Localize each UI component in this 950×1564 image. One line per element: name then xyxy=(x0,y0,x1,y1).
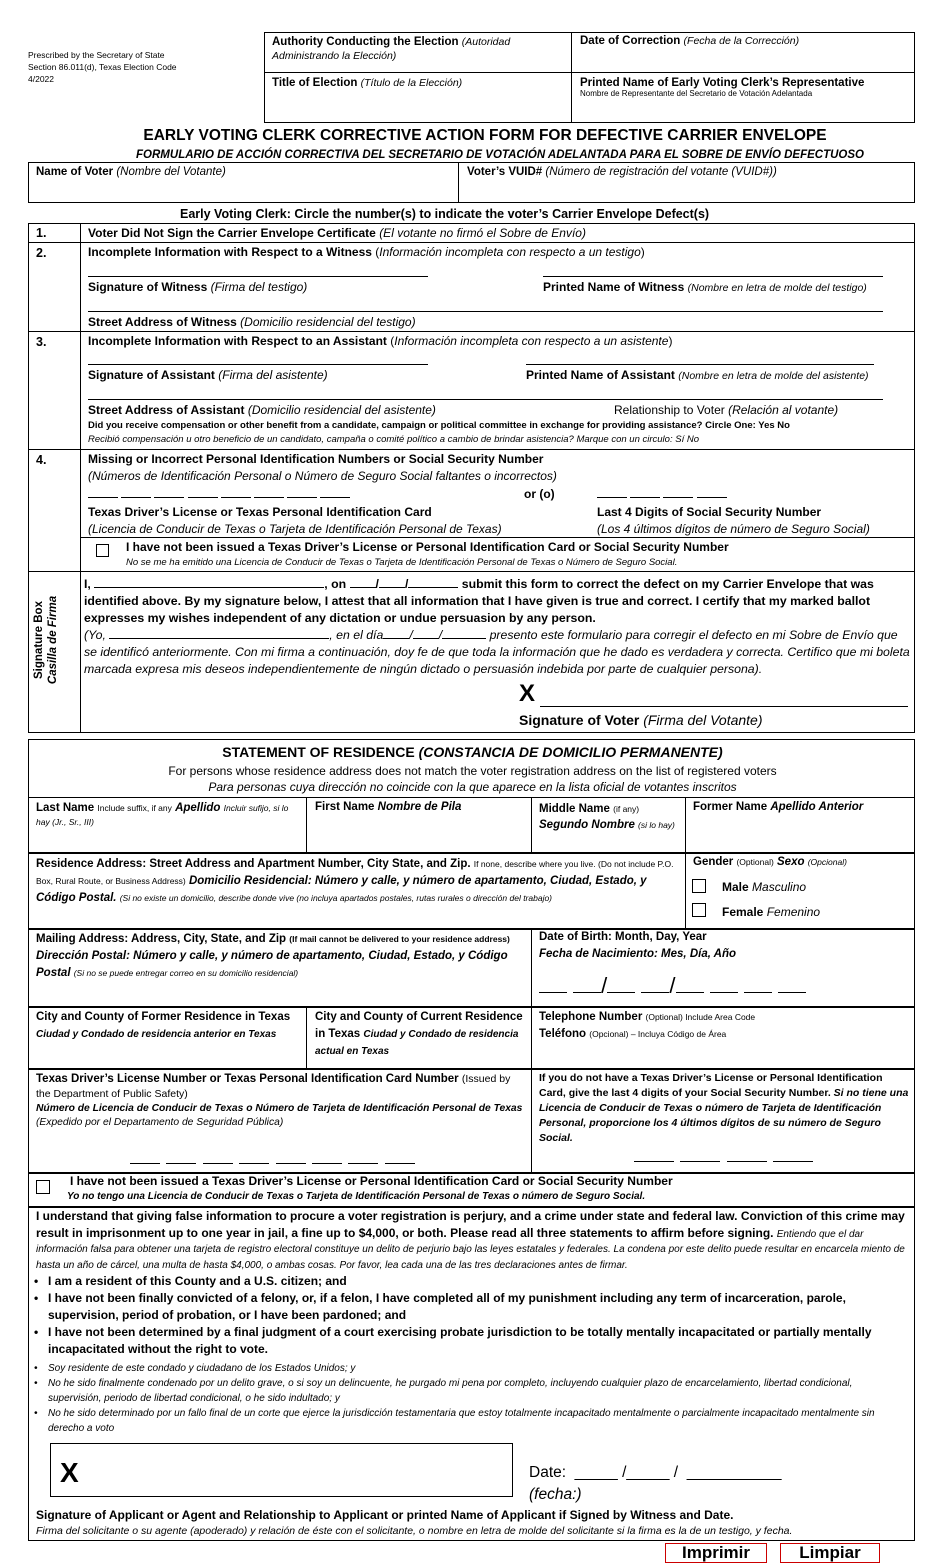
defect-1-text: Voter Did Not Sign the Carrier Envelope Certificate (El votante no firmó el Sobre de Envío) xyxy=(88,226,586,240)
affirmation-item: • I have not been determined by a final judgment of a court exercising probate jurisdiction to be totally mentally incapacitated or partially mentally incapacitated without the right to vote. xyxy=(22,1324,908,1358)
residence-not-issued-label-es: Yo no tengo una Licencia de Conducir de Texas o Tarjeta de Identificación Personal de Texas o número de Seguro Social. xyxy=(67,1191,646,1202)
ssn-label-es: (Los 4 últimos dígitos de número de Seguro Social) xyxy=(597,522,870,536)
affirmation-item-es: • Soy residente de este condado y ciudadano de los Estados Unidos; y xyxy=(22,1361,908,1376)
witness-address-field[interactable]: Street Address of Witness (Domicilio residencial del testigo) xyxy=(88,315,416,329)
phone-field[interactable]: Telephone Number (Optional) Include Area Code Teléfono (Opcional) – Incluya Código de Área xyxy=(539,1011,756,1040)
assistant-address-field[interactable]: Street Address of Assistant (Domicilio residencial del asistente) xyxy=(88,403,436,417)
affirmation-item: • I have not been finally convicted of a felony, or, if a felon, I have completed all of my punishment including any term of incarceration, parole, supervision, period of probation, or I have been pardoned; and xyxy=(22,1290,908,1324)
applicant-signature-label-es: Firma del solicitante o su agente (apoderado) y relación de éste con el solicitante, o nombre en letra de molde del solicitante si la firma es la de un testigo, y fecha. xyxy=(36,1525,793,1537)
applicant-signature-box[interactable] xyxy=(50,1443,513,1497)
assistant-relationship-field[interactable]: Relationship to Voter (Relación al votante) xyxy=(614,403,839,417)
residence-subtitle: For persons whose residence address does not match the voter registration address on the list of registered voters xyxy=(168,764,777,778)
signature-box-label: Signature Box Casilla de Firma xyxy=(33,595,59,685)
middle-name-field[interactable]: Middle Name (if any) Segundo Nombre (si lo hay) xyxy=(539,803,675,831)
defect-4-text-es: (Números de Identificación Personal o Número de Seguro Social faltantes o incorrectos) xyxy=(88,469,557,483)
affirmation-item-es: • No he sido determinado por un fallo final de un corte que ejerce la jurisdicción testamentaria que estoy totalmente incapacitado mentalmente o parcialmente incapacitado mentalmente sin derecho a voto xyxy=(22,1406,908,1436)
witness-name-field[interactable]: Printed Name of Witness (Nombre en letra de molde del testigo) xyxy=(543,280,867,294)
compensation-question[interactable]: Did you receive compensation or other benefit from a candidate, campaign or political committee in exchange for providing assistance? Circle One: Yes No xyxy=(88,420,790,431)
voter-name-field[interactable]: Name of Voter (Nombre del Votante) xyxy=(36,166,226,178)
form-title: EARLY VOTING CLERK CORRECTIVE ACTION FORM FOR DEFECTIVE CARRIER ENVELOPE xyxy=(143,127,827,144)
election-title-field[interactable]: Title of Election (Título de la Elección) xyxy=(272,77,463,89)
witness-signature-field[interactable]: Signature of Witness (Firma del testigo) xyxy=(88,280,308,294)
defect-2-text: Incomplete Information with Respect to a Witness (Información incompleta con respecto a un testigo) xyxy=(88,245,645,259)
gender-male-checkbox[interactable] xyxy=(692,879,706,893)
not-issued-label: I have not been issued a Texas Driver’s License or Personal Identification Card or Social Security Number xyxy=(126,540,729,554)
defect-number-4[interactable]: 4. xyxy=(36,453,47,467)
ssn-last4-blanks[interactable] xyxy=(597,488,727,501)
ssn-instruction: If you do not have a Texas Driver’s License or Personal Identification Card, give the last 4 digits of your Social Security Number. Si no tiene una Licencia de Conducir de Texas o número de Tarjeta de Identificación Personal, proporcione los 4 últimos dígitos de su número de Seguro Social. xyxy=(539,1072,909,1144)
defect-number-3[interactable]: 3. xyxy=(36,335,47,349)
or-label: or (o) xyxy=(524,487,555,501)
perjury-warning: I understand that giving false information to procure a voter registration is perjury, and a crime under state and federal law. Conviction of this crime may result in imprisonment up to one year in jail, a fine up to $4,000, or both. Please read all three statements to affirm before signing. Entiendo que el dar información falsa para obtener una tarjeta de registro electoral constituye un delito de perjurio bajo las leyes estatales y federales. La condena por este delito puede resultar en encarcela miento de hasta un año de cárcel, una multa de hasta $4,000, o ambas cosas. Por favor, lea cada una de las tres declaraciones antes de firmar. xyxy=(36,1209,905,1271)
date-correction-field[interactable]: Date of Correction (Fecha de la Corrección) xyxy=(580,35,800,47)
affirmation-list-es xyxy=(22,1361,908,1436)
defect-4-text: Missing or Incorrect Personal Identification Numbers or Social Security Number xyxy=(88,452,544,466)
clear-button[interactable]: Limpiar xyxy=(780,1543,880,1563)
defect-3-text: Incomplete Information with Respect to an Assistant (Información incompleta con respecto a un asistente) xyxy=(88,334,673,348)
residence-not-issued-checkbox[interactable] xyxy=(36,1180,50,1194)
gender-female-checkbox[interactable] xyxy=(692,903,706,917)
voter-vuid-field[interactable]: Voter’s VUID# (Número de registración del votante (VUID#)) xyxy=(467,166,777,178)
dl-number-blanks[interactable] xyxy=(88,488,350,501)
form-title-es: FORMULARIO DE ACCIÓN CORRECTIVA DEL SECRETARIO DE VOTACIÓN ADELANTADA PARA EL SOBRE DE ENVÍO DEFECTUOSO xyxy=(136,149,864,161)
dob-label-es: Fecha de Nacimiento: Mes, Día, Año xyxy=(539,948,737,960)
affirmation-item: • I am a resident of this County and a U.S. citizen; and xyxy=(22,1273,908,1290)
applicant-date-field[interactable]: Date: _____ /_____ / ___________ xyxy=(529,1464,782,1481)
former-city-field[interactable]: City and County of Former Residence in Texas Ciudad y Condado de residencia anterior en Texas xyxy=(36,1011,291,1040)
applicant-signature-x: X xyxy=(60,1457,79,1488)
current-city-field[interactable]: City and County of Current Residence in Texas Ciudad y Condado de residencia actual en Texas xyxy=(315,1011,523,1057)
clerk-instruction: Early Voting Clerk: Circle the number(s) to indicate the voter’s Carrier Envelope Defect(s) xyxy=(180,207,710,221)
voter-signature-x: X xyxy=(519,680,536,707)
assistant-signature-field[interactable]: Signature of Assistant (Firma del asistente) xyxy=(88,368,328,382)
defect-number-2[interactable]: 2. xyxy=(36,246,47,260)
defect-number-1[interactable]: 1. xyxy=(36,226,47,240)
ssn-label: Last 4 Digits of Social Security Number xyxy=(597,505,822,519)
mailing-address-field[interactable]: Mailing Address: Address, City, State, and Zip (If mail cannot be delivered to your residence address) Dirección Postal: Número y calle, y número de apartamento, Ciudad, Estado, y Código Postal (Si no se puede entregar correo en su domicilio residencial) xyxy=(36,933,510,979)
residence-not-issued-label: I have not been issued a Texas Driver’s License or Personal Identification Card or Social Security Number xyxy=(70,1174,673,1188)
gender-label: Gender (Optional) Sexo (Opcional) xyxy=(693,856,847,868)
voter-attestation-es: (Yo, , en el día / / presento este formulario para corregir el defecto en mi Sobre de Envío que se identificó anteriormente. Con mi firma a continuación, doy fe de que toda la información que he dado es verdadera y correcta. Certifico que mi boleta marcada expresa mis deseos independientemente de ningún dictado o persuasión indebida por parte de cualquier persona). xyxy=(84,628,910,676)
dl-number-label: Texas Driver’s License Number or Texas Personal Identification Card Number (Issued by the Department of Public Safety) Número de Licencia de Conducir de Texas o Número de Tarjeta de Identificación Personal de Texas (Expedido por el Departamento de Seguridad Pública) xyxy=(36,1073,523,1128)
not-issued-label-es: No se me ha emitido una Licencia de Conducir de Texas o Tarjeta de Identificación Personal de Texas o Número de Seguro Social. xyxy=(126,557,678,568)
affirmation-list xyxy=(22,1273,908,1358)
affirmation-item-es: • No he sido finalmente condenado por un delito grave, o si soy un delincuente, he purgado mi pena por completo, incluyendo cualquier plazo de encarcelamiento, libertad condicional, supervisión, periodo de libertad condicional, o he sido indultado; y xyxy=(22,1376,908,1406)
dl-label-es: (Licencia de Conducir de Texas o Tarjeta de Identificación Personal de Texas) xyxy=(88,522,502,536)
gender-female-label: Female Femenino xyxy=(722,905,821,919)
voter-signature-line[interactable] xyxy=(540,706,908,707)
voter-signature-label: Signature of Voter (Firma del Votante) xyxy=(519,712,763,728)
ssn-input[interactable] xyxy=(634,1152,813,1165)
dob-field[interactable]: / / xyxy=(539,973,806,999)
gender-male-label: Male Masculino xyxy=(722,880,807,894)
dob-label: Date of Birth: Month, Day, Year xyxy=(539,931,707,943)
residence-subtitle-es: Para personas cuya dirección no coincide con la que aparece en la lista oficial de votantes inscritos xyxy=(208,780,737,794)
assistant-name-field[interactable]: Printed Name of Assistant (Nombre en letra de molde del asistente) xyxy=(526,368,869,382)
last-name-field[interactable]: Last Name Include suffix, if any Apellido Incluir sufijo, si lo hay (Jr., Sr., III) xyxy=(36,802,289,827)
print-button[interactable]: Imprimir xyxy=(665,1543,767,1563)
not-issued-checkbox[interactable] xyxy=(96,544,109,557)
dl-label: Texas Driver’s License or Texas Personal Identification Card xyxy=(88,505,432,519)
dl-number-input[interactable] xyxy=(130,1154,415,1167)
authority-field[interactable]: Authority Conducting the Election (Autoridad Administrando la Elección) xyxy=(272,36,511,62)
first-name-field[interactable]: First Name Nombre de Pila xyxy=(315,801,462,813)
former-name-field[interactable]: Former Name Apellido Anterior xyxy=(693,801,864,813)
prescribed-notice: Prescribed by the Secretary of State Section 86.011(d), Texas Election Code 4/2022 xyxy=(28,50,177,84)
applicant-signature-label: Signature of Applicant or Agent and Relationship to Applicant or printed Name of Applicant if Signed by Witness and Date. xyxy=(36,1508,734,1522)
applicant-date-label-es: (fecha:) xyxy=(529,1486,582,1503)
residence-title: STATEMENT OF RESIDENCE (CONSTANCIA DE DOMICILIO PERMANENTE) xyxy=(222,744,723,760)
compensation-question-es: Recibió compensación u otro beneficio de un candidato, campaña o comité político a cambio de brindar asistencia? Marque con un circulo: Sí No xyxy=(88,434,699,445)
voter-attestation[interactable]: I, , on / / submit this form to correct the defect on my Carrier Envelope that was identified above. By my signature below, I attest that all information that I have given is true and correct. I certify that my marked ballot expresses my wishes independent of any dictation or undue persuasion by any person. xyxy=(84,577,874,625)
clerk-rep-name-field[interactable]: Printed Name of Early Voting Clerk’s Representative Nombre de Representante del Secretario de Votación Adelantada xyxy=(580,77,865,98)
residence-address-field[interactable]: Residence Address: Street Address and Apartment Number, City State, and Zip. If none, describe where you live. (Do not include P.O. Box, Rural Route, or Business Address) Domicilio Residencial: Número y calle, y número de apartamento, Ciudad, Estado, y Código Postal. (Si no existe un domicilio, describe donde vive (no incluya apartados postales, rutas rurales o dirección del trabajo) xyxy=(36,858,674,904)
